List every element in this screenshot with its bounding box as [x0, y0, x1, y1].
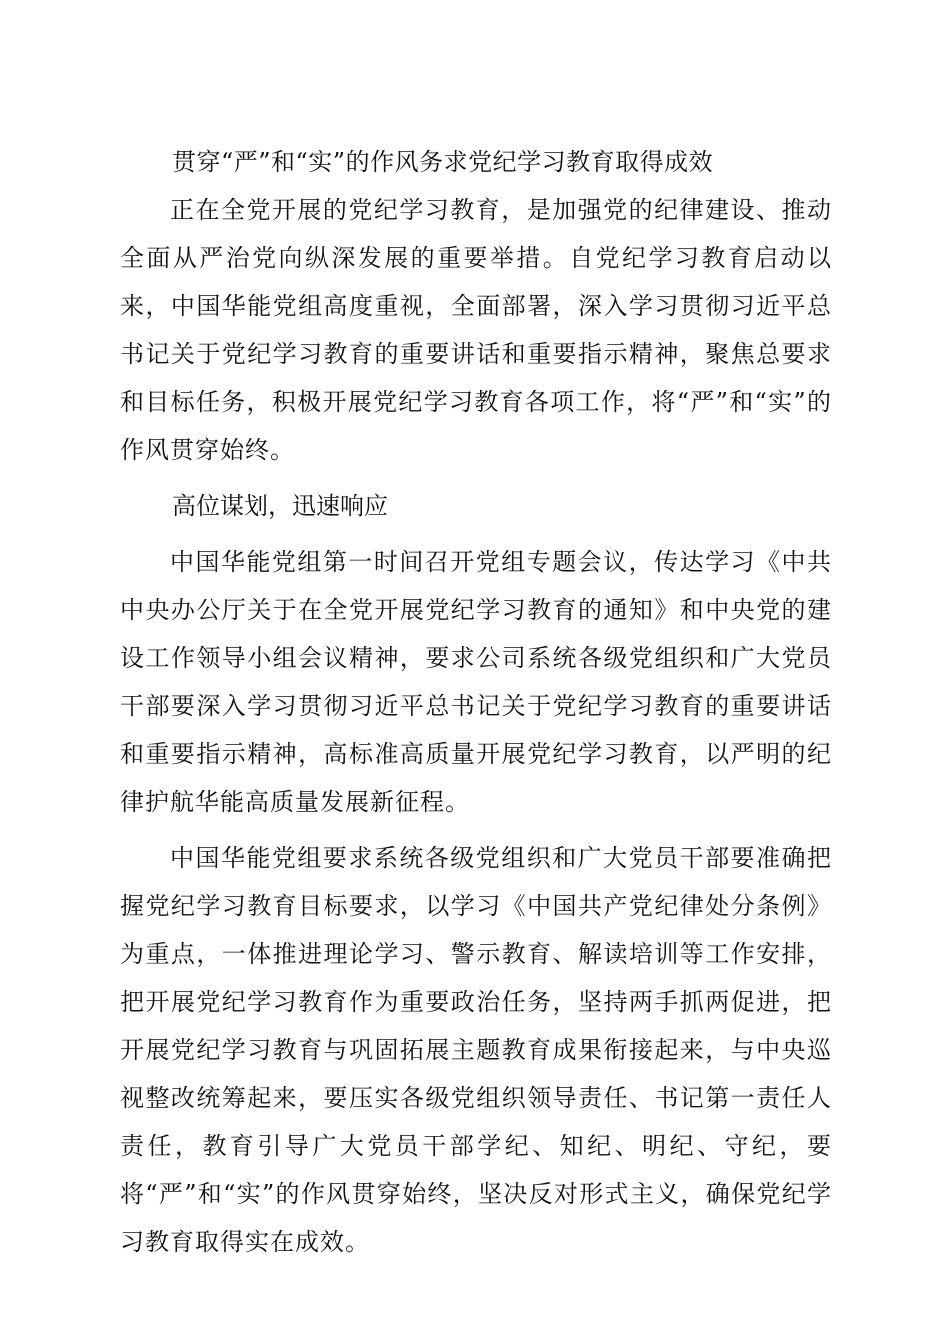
document-title: 贯穿“严”和“实”的作风务求党纪学习教育取得成效: [172, 148, 714, 176]
document-body: [120, 138, 832, 1274]
body-paragraph-2: 中国华能党组要求系统各级党组织和广大党员干部要准确把握党纪学习教育目标要求，以学习《中国共产党纪律处分条例》为重点，一体推进理论学习、警示教育、解读培训等工作安排，把开展党纪学习教育作为重要政治任务，坚持两手抓两促进，把开展党纪学习教育与巩固拓展主题教育成果衔接起来，与中央巡视整改统筹起来，要压实各级党组织领导责任、书记第一责任人责任，教育引导广大党员干部学纪、知纪、明纪、守纪，要将“严”和“实”的作风贯穿始终，坚决反对形式主义，确保党纪学习教育取得实在成效。: [120, 844, 832, 1256]
section-heading: 高位谋划，迅速响应: [172, 492, 388, 520]
intro-paragraph: 正在全党开展的党纪学习教育，是加强党的纪律建设、推动全面从严治党向纵深发展的重要举措。自党纪学习教育启动以来，中国华能党组高度重视，全面部署，深入学习贯彻习近平总书记关于党纪学习教育的重要讲话和重要指示精神，聚焦总要求和目标任务，积极开展党纪学习教育各项工作，将“严”和“实”的作风贯穿始终。: [120, 196, 832, 464]
body-paragraph-1: 中国华能党组第一时间召开党组专题会议，传达学习《中共中央办公厅关于在全党开展党纪学习教育的通知》和中央党的建设工作领导小组会议精神，要求公司系统各级党组织和广大党员干部要深入学习贯彻习近平总书记关于党纪学习教育的重要讲话和重要指示精神，高标准高质量开展党纪学习教育，以严明的纪律护航华能高质量发展新征程。: [120, 548, 832, 816]
